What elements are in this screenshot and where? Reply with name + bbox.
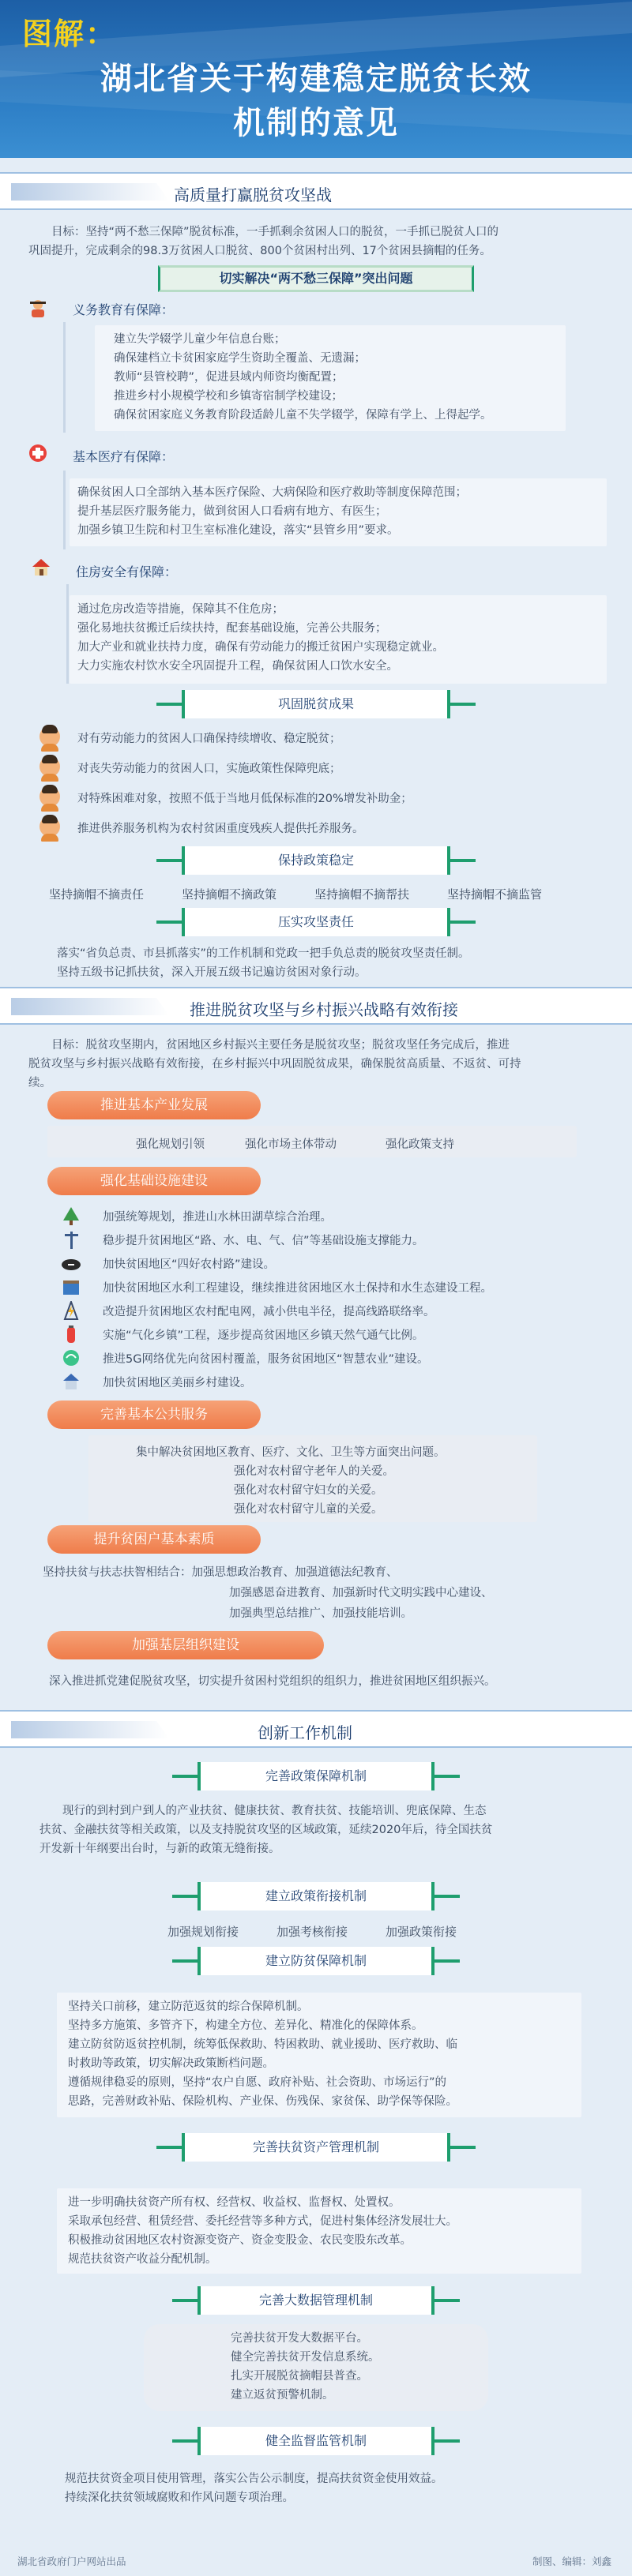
- list-item: 进一步明确扶贫资产所有权、经营权、收益权、监督权、处置权。: [68, 2196, 401, 2209]
- organization-text: 深入推进抓党建促脱贫攻坚，切实提升贫困村党组织的组织力，推进贫困地区组织振兴。: [49, 1675, 496, 1688]
- coordination-item: 加强规划衔接: [167, 1925, 239, 1939]
- section-title: 推进脱贫攻坚与乡村振兴战略有效衔接: [190, 1000, 458, 1019]
- divider: [63, 471, 66, 549]
- list-item: 加快贫困地区美丽乡村建设。: [103, 1377, 252, 1389]
- education-heading: 义务教育有保障：: [73, 302, 175, 317]
- list-item: 加强感恩奋进教育、加强新时代文明实践中心建设、: [229, 1587, 493, 1599]
- list-item: 教师“县管校聘”，促进县域内师资均衡配置；: [114, 371, 344, 384]
- goal-paragraph: [28, 1036, 605, 1093]
- list-item: 通过危房改造等措施，保障其不住危房；: [77, 603, 284, 616]
- person-icon: [40, 816, 60, 837]
- list-item: 确保建档立卡贫困家庭学生资助全覆盖、无遗漏；: [114, 352, 366, 365]
- list-item: 强化对农村留守妇女的关爱。: [234, 1484, 383, 1497]
- footer-credits: 制图、编辑：刘鑫: [532, 2555, 611, 2567]
- section-title: 高质量打赢脱贫攻坚战: [174, 186, 332, 204]
- policy-stable-heading: 保持政策稳定: [182, 846, 450, 875]
- list-item: 坚持多方施策、多管齐下，构建全方位、差异化、精准化的保障体系。: [68, 2019, 423, 2032]
- gas-icon: [62, 1325, 81, 1344]
- list-item: 完善扶贫开发大数据平台。: [231, 2332, 368, 2345]
- coordination-heading: 建立政策衔接机制: [198, 1882, 434, 1910]
- section-band-3: [0, 1710, 632, 1748]
- list-item: 建立防贫防返贫控机制，统筹低保救助、特困救助、就业援助、医疗救助、临: [68, 2038, 457, 2051]
- list-item: 思路，完善财政补贴、保险机构、产业保、伤残保、家贫保、助学保等保险。: [68, 2095, 457, 2108]
- goal-line: 脱贫攻坚与乡村振兴战略有效衔接，在乡村振兴中巩固脱贫成果，确保脱贫高质量、不返贫、可持: [28, 1058, 521, 1071]
- list-item: 建立失学辍学儿童少年信息台账；: [114, 333, 286, 346]
- list-item: 积极推动贫困地区农村资源变资产、资金变股金、农民变股东改革。: [68, 2234, 412, 2247]
- divider: [63, 322, 66, 433]
- page-title-line1: 湖北省关于构建稳定脱贫长效: [100, 61, 532, 97]
- goal-line: 巩固提升，完成剩余的98.3万贫困人口脱贫、800个贫困村出列、17个贫困县摘帽的任务。: [28, 245, 491, 257]
- tree-icon: [62, 1206, 81, 1225]
- industry-heading: 推进基本产业发展: [47, 1091, 261, 1119]
- footer-publisher: 湖北省政府门户网站出品: [17, 2555, 126, 2567]
- list-item: 加大产业和就业扶持力度，确保有劳动能力的搬迁贫困户实现稳定就业。: [77, 641, 444, 654]
- policy-guarantee-paragraph: [40, 1802, 616, 1858]
- paragraph-line: 扶贫、金融扶贫等相关政策，以及支持脱贫攻坚的区域政策，延续2020年后，待全国扶贫: [40, 1824, 493, 1836]
- list-item: 实施“气化乡镇”工程，逐步提高贫困地区乡镇天然气通气比例。: [103, 1329, 424, 1342]
- coordination-item: 加强政策衔接: [386, 1925, 457, 1939]
- list-item: 强化易地扶贫搬迁后续扶持，配套基础设施，完善公共服务；: [77, 622, 387, 635]
- supervision-paragraph: [65, 2469, 618, 2507]
- paragraph-line: 现行的到村到户到人的产业扶贫、健康扶贫、教育扶贫、技能培训、兜底保障、生态: [62, 1805, 487, 1817]
- medical-box: [70, 478, 607, 546]
- section-title: 创新工作机制: [258, 1723, 352, 1742]
- coordination-item: 加强考核衔接: [276, 1925, 348, 1939]
- house-icon: [32, 557, 51, 576]
- list-item: 坚持关口前移，建立防范返贫的综合保障机制。: [68, 2000, 309, 2013]
- list-item: 稳步提升贫困地区“路、水、电、气、信”等基础设施支撑能力。: [103, 1235, 424, 1247]
- paragraph-line: 规范扶贫资金项目使用管理，落实公告公示制度，提高扶贫资金使用效益。: [65, 2473, 443, 2485]
- policy-item: 坚持摘帽不摘监管: [447, 887, 543, 902]
- industry-item: 强化规划引领: [136, 1138, 205, 1151]
- subheading-pill: 切实解决“两不愁三保障”突出问题: [158, 265, 474, 292]
- goal-line: 续。: [28, 1077, 51, 1089]
- section-band-2: [0, 987, 632, 1025]
- power-icon: [62, 1301, 81, 1320]
- graphic-tag: 图解：: [22, 17, 118, 51]
- duty-line: 落实“省负总责、市县抓落实”的工作机制和党政一把手负总责的脱贫攻坚责任制。: [57, 947, 470, 960]
- band-decoration: [11, 183, 169, 201]
- supervision-heading: 健全监督监管机制: [198, 2427, 434, 2455]
- person-icon: [40, 786, 60, 807]
- quality-heading: 提升贫困户基本素质: [47, 1525, 261, 1554]
- list-item: 推进供养服务机构为农村贫困重度残疾人提供托养服务。: [77, 823, 364, 835]
- prevention-box: [57, 1993, 581, 2117]
- list-item: 强化对农村留守儿童的关爱。: [234, 1503, 383, 1516]
- industry-item: 强化市场主体带动: [245, 1138, 337, 1151]
- divider: [66, 584, 69, 684]
- asset-box: [57, 2188, 581, 2274]
- education-box: [95, 325, 566, 431]
- band-decoration: [11, 1721, 169, 1738]
- list-item: 加强统筹规划，推进山水林田湖草综合治理。: [103, 1211, 332, 1224]
- list-item: 加强典型总结推广、加强技能培训。: [229, 1607, 412, 1620]
- list-item: 对有劳动能力的贫困人口确保持续增收、稳定脱贫；: [77, 733, 341, 745]
- list-item: 加快贫困地区“四好农村路”建设。: [103, 1258, 276, 1271]
- infrastructure-heading: 强化基础设施建设: [47, 1167, 261, 1195]
- list-item: 确保贫困人口全部纳入基本医疗保险、大病保险和医疗救助等制度保障范围；: [77, 486, 467, 499]
- list-item: 对丧失劳动能力的贫困人口，实施政策性保障兜底；: [77, 763, 341, 775]
- person-icon: [40, 726, 60, 747]
- organization-heading: 加强基层组织建设: [47, 1631, 324, 1659]
- footer: [0, 2544, 632, 2576]
- goal-line: 目标：脱贫攻坚期内，贫困地区乡村振兴主要任务是脱贫攻坚；脱贫攻坚任务完成后，推进: [51, 1039, 510, 1052]
- duty-paragraph: [57, 944, 610, 982]
- water-icon: [62, 1277, 81, 1296]
- list-item: 改造提升贫困地区农村配电网，减小供电半径，提高线路联络率。: [103, 1306, 435, 1318]
- paragraph-line: 持续深化扶贫领域腐败和作风问题专项治理。: [65, 2492, 294, 2504]
- list-item: 加强乡镇卫生院和村卫生室标准化建设，落实“县管乡用”要求。: [77, 524, 399, 537]
- list-item: 提升基层医疗服务能力，做到贫困人口看病有地方、有医生；: [77, 505, 387, 518]
- list-item: 遵循规律稳妥的原则，坚持“农户自愿、政府补贴、社会资助、市场运行”的: [68, 2076, 447, 2089]
- list-item: 推进乡村小规模学校和乡镇寄宿制学校建设；: [114, 390, 343, 403]
- road-icon: [62, 1254, 81, 1273]
- list-item: 加快贫困地区水利工程建设，继续推进贫困地区水土保持和水生态建设工程。: [103, 1282, 492, 1295]
- duty-line: 坚持五级书记抓扶贫，深入开展五级书记遍访贫困对象行动。: [57, 966, 367, 979]
- consolidate-heading: 巩固脱贫成果: [182, 690, 450, 718]
- list-item: 大力实施农村饮水安全巩固提升工程，确保贫困人口饮水安全。: [77, 660, 398, 673]
- section-band-1: [0, 172, 632, 210]
- public-service-heading: 完善基本公共服务: [47, 1400, 261, 1429]
- housing-box: [70, 595, 607, 684]
- medical-cross-icon: [28, 444, 47, 463]
- asset-heading: 完善扶贫资产管理机制: [182, 2133, 450, 2162]
- list-item: 推进5G网络优先向贫困村覆盖，服务贫困地区“智慧农业”建设。: [103, 1353, 429, 1366]
- list-item: 对特殊困难对象，按照不低于当地月低保标准的20%增发补助金；: [77, 793, 412, 805]
- list-item: 时救助等政策，切实解决政策断档问题。: [68, 2057, 274, 2070]
- policy-item: 坚持摘帽不摘政策: [182, 887, 277, 902]
- list-item: 建立返贫预警机制。: [231, 2389, 334, 2402]
- village-icon: [62, 1372, 81, 1391]
- teacher-icon: [28, 298, 47, 317]
- list-item: 集中解决贫困地区教育、医疗、文化、卫生等方面突出问题。: [136, 1446, 446, 1459]
- prevention-heading: 建立防贫保障机制: [198, 1947, 434, 1975]
- bigdata-heading: 完善大数据管理机制: [198, 2286, 434, 2315]
- band-decoration: [11, 998, 169, 1015]
- goal-paragraph: [28, 223, 605, 261]
- list-item: 强化对农村留守老年人的关爱。: [234, 1465, 394, 1478]
- list-item: 健全完善扶贫开发信息系统。: [231, 2351, 380, 2364]
- network-icon: [62, 1348, 81, 1367]
- duty-heading: 压实攻坚责任: [182, 908, 450, 936]
- policy-item: 坚持摘帽不摘责任: [49, 887, 145, 902]
- goal-line: 目标：坚持“两不愁三保障”脱贫标准，一手抓剩余贫困人口的脱贫，一手抓已脱贫人口的: [51, 226, 499, 238]
- page-title-line2: 机制的意见: [233, 105, 399, 141]
- medical-heading: 基本医疗有保障：: [73, 449, 175, 464]
- policy-item: 坚持摘帽不摘帮扶: [314, 887, 410, 902]
- industry-item: 强化政策支持: [386, 1138, 454, 1151]
- header-banner: [0, 0, 632, 158]
- list-item: 扎实开展脱贫摘帽县普查。: [231, 2370, 368, 2383]
- housing-heading: 住房安全有保障：: [76, 564, 178, 579]
- person-icon: [40, 756, 60, 777]
- list-item: 坚持扶贫与扶志扶智相结合：加强思想政治教育、加强道德法纪教育、: [43, 1566, 398, 1579]
- list-item: 规范扶贫资产收益分配机制。: [68, 2253, 217, 2266]
- pole-icon: [62, 1230, 81, 1249]
- list-item: 确保贫困家庭义务教育阶段适龄儿童不失学辍学，保障有学上、上得起学。: [114, 409, 492, 422]
- paragraph-line: 开发新十年纲要出台时，与新的政策无缝衔接。: [40, 1843, 280, 1855]
- policy-guarantee-heading: 完善政策保障机制: [198, 1762, 434, 1790]
- list-item: 采取承包经营、租赁经营、委托经营等多种方式，促进村集体经济发展壮大。: [68, 2215, 457, 2228]
